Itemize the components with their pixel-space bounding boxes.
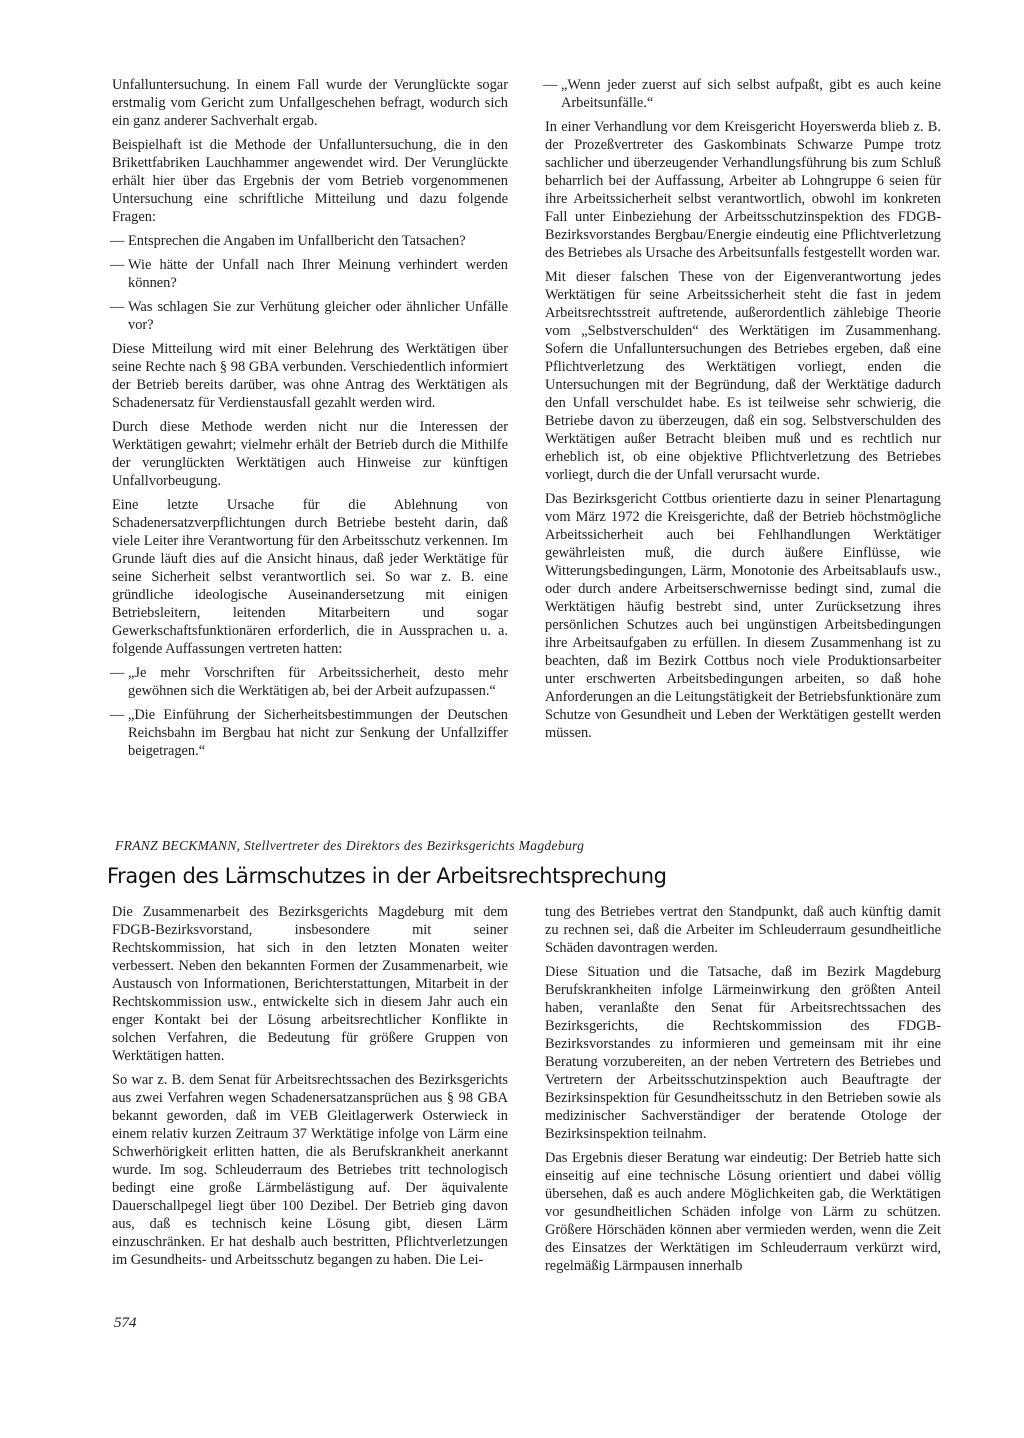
paragraph: Das Bezirksgericht Cottbus orientierte dazu in seiner Plenartagung vom März 1972 die Kreisgerichte, daß der Betrieb höchstmögliche Arbeitssicherheit auch bei Fehlhandlungen Werktätiger gewährleisten muß, die durch äußere Einflüsse, wie Witterungsbedingungen, Lärm, Monotonie des Arbeitsablaufs usw., oder durch andere Arbeitserschwernisse bedingt sind, zumal die Werktätigen häufig bestrebt sind, unter Zurücksetzung ihres persönlichen Schutzes auch bei ungünstigen Arbeitsbedingungen ihre Arbeitsaufgaben zu erfüllen. In diesem Zusammenhang ist zu beachten, daß im Bezirk Cottbus noch viele Produktionsarbeiter unter erschwerten Arbeitsbedingungen arbeiten, so daß hohe Anforderungen an die Leitungstätigkeit der Betriebsfunktionäre zum Schutze von Gesundheit und Leben der Werktätigen gestellt werden müssen. xyxy=(545,491,941,741)
author-name: FRANZ BECKMANN, xyxy=(115,838,241,853)
page-number: 574 xyxy=(114,1315,137,1331)
question-list-item: — Was schlagen Sie zur Verhütung gleicher oder ähnlicher Unfälle vor? xyxy=(112,298,508,334)
paragraph: Unfalluntersuchung. In einem Fall wurde der Verunglückte sogar erstmalig vom Gericht zum Unfallgeschehen befragt, wodurch sich ein ganz anderer Sachverhalt ergab. xyxy=(112,77,508,129)
top-article-left-column xyxy=(112,76,508,760)
paragraph: Mit dieser falschen These von der Eigenverantwortung jedes Werktätigen für seine Arbeitssicherheit steht die fast in jedem Arbeitsrechtsstreit auftretende, außerordentlich zählebige Theorie vom „Selbstverschulden“ des Werktätigen im Zusammenhang. Sofern die Unfalluntersuchungen des Betriebes ergeben, daß eine Pflichtverletzung des Werktätigen vorliegt, enden die Untersuchungen mit der Begründung, daß der Werktätige dadurch den Unfall verschuldet habe. Es ist teilweise sehr schwierig, die Betriebe davon zu überzeugen, daß ein sog. Selbstverschulden des Werktätigen außer Betracht bleiben muß und es rechtlich nur erheblich ist, ob eine objektive Pflichtverletzung des Betriebes vorliegt, durch die der Unfall verursacht wurde. xyxy=(545,269,941,483)
question-list-item: — Entsprechen die Angaben im Unfallbericht den Tatsachen? xyxy=(112,232,508,250)
bottom-article-right-column xyxy=(545,903,941,1275)
bottom-article-left-column xyxy=(112,903,508,1269)
paragraph: Durch diese Methode werden nicht nur die Interessen der Werktätigen gewahrt; vielmehr erhält der Betrieb durch die Mithilfe der verunglückten Werktätigen auch Hinweise zur künftigen Unfallvorbeugung. xyxy=(112,419,508,489)
quote-list-item: — „Die Einführung der Sicherheitsbestimmungen der Deutschen Reichsbahn im Bergbau hat nicht zur Senkung der Unfallziffer beigetragen.“ xyxy=(112,706,508,760)
paragraph: Diese Mitteilung wird mit einer Belehrung des Werktätigen über seine Rechte nach § 98 GBA verbunden. Verschiedentlich informiert der Betrieb bereits darüber, was ohne Antrag des Werktätigen als Schadenersatz für Verdienstausfall gezahlt werden wird. xyxy=(112,341,508,411)
paragraph: Das Ergebnis dieser Beratung war eindeutig: Der Betrieb hatte sich einseitig auf eine technische Lösung orientiert und dabei völlig übersehen, daß es auch andere Möglichkeiten gab, die Werktätigen vor gesundheitlichen Schäden infolge von Lärm zu schützen. Größere Hörschäden können aber vermieden werden, wenn die Zeit des Einsatzes der Werktätigen im Schleuderraum verkürzt wird, regelmäßig Lärmpausen innerhalb xyxy=(545,1150,941,1274)
quote-list-item: — „Wenn jeder zuerst auf sich selbst aufpaßt, gibt es auch keine Arbeitsunfälle.“ xyxy=(545,76,941,112)
top-article-right-column xyxy=(545,76,941,742)
author-role: Stellvertreter des Direktors des Bezirksgerichts Magdeburg xyxy=(244,838,585,853)
paragraph: Diese Situation und die Tatsache, daß im Bezirk Magdeburg Berufskrankheiten infolge Lärmeinwirkung den größten Anteil haben, veranlaßte den Senat für Arbeitsrechtssachen des Bezirksgerichts, die Rechtskommission des FDGB-Bezirksvorstandes zu informieren und gemeinsam mit ihr eine Beratung vorzubereiten, an der neben Vertretern des Betriebes und Vertretern der Arbeitsschutzinspektion auch Beauftragte der Bezirksinspektion für Gesundheitsschutz in den Betrieben sowie als medizinischer Sachverständiger der beratende Otologe der Bezirksinspektion teilnahm. xyxy=(545,964,941,1142)
question-list-item: — Wie hätte der Unfall nach Ihrer Meinung verhindert werden können? xyxy=(112,256,508,292)
paragraph: tung des Betriebes vertrat den Standpunkt, daß auch künftig damit zu rechnen sei, daß die Arbeiter im Schleuderraum gesundheitliche Schäden davontragen werden. xyxy=(545,904,941,956)
paragraph: Eine letzte Ursache für die Ablehnung von Schadenersatzverpflichtungen durch Betriebe besteht darin, daß viele Leiter ihre Verantwortung für den Arbeitsschutz verkennen. Im Grunde läuft dies auf die Ansicht hinaus, daß jeder Werktätige für seine Sicherheit selbst verantwortlich sei. So war z. B. eine gründliche ideologische Auseinandersetzung mit einigen Betriebsleitern, leitenden Mitarbeitern und sogar Gewerkschaftsfunktionären erforderlich, die in Aussprachen u. a. folgende Auffassungen vertreten hatten: xyxy=(112,497,508,657)
author-byline xyxy=(115,838,895,854)
article-title: Fragen des Lärmschutzes in der Arbeitsrechtsprechung xyxy=(107,864,667,888)
paragraph: In einer Verhandlung vor dem Kreisgericht Hoyerswerda blieb z. B. der Prozeßvertreter des Gaskombinats Schwarze Pumpe trotz sachlicher und überzeugender Verhandlungsführung bis zum Schluß beharrlich bei der Auffassung, Arbeiter ab Lohngruppe 6 seien für ihre Arbeitssicherheit selbst verantwortlich, obwohl im konkreten Fall unter Einbeziehung der Arbeitsschutzinspektion des FDGB-Bezirksvorstandes Bergbau/Energie eindeutig eine Pflichtverletzung des Betriebes als Ursache des Arbeitsunfalls festgestellt worden war. xyxy=(545,119,941,261)
paragraph: So war z. B. dem Senat für Arbeitsrechtssachen des Bezirksgerichts aus zwei Verfahren wegen Schadenersatzansprüchen aus § 98 GBA bekannt geworden, daß im VEB Gleitlagerwerk Osterwieck in einem relativ kurzen Zeitraum 37 Werktätige infolge von Lärm eine Schwerhörigkeit erlitten hatten, die als Berufskrankheit anerkannt wurde. Im sog. Schleuderraum des Betriebes tritt technologisch bedingt eine große Lärmbelästigung auf. Der äquivalente Dauerschallpegel liegt über 100 Dezibel. Der Betrieb ging davon aus, daß es technisch keine Lösung gibt, diesen Lärm einzuschränken. Er hat deshalb auch bestritten, Pflichtverletzungen im Gesundheits- und Arbeitsschutz begangen zu haben. Die Lei- xyxy=(112,1072,508,1268)
paragraph: Beispielhaft ist die Methode der Unfalluntersuchung, die in den Brikettfabriken Lauchhammer angewendet wird. Der Verunglückte erhält hier über das Ergebnis der vom Betrieb vorgenommenen Untersuchung eine schriftliche Mitteilung und dazu folgende Fragen: xyxy=(112,137,508,225)
paragraph: Die Zusammenarbeit des Bezirksgerichts Magdeburg mit dem FDGB-Bezirksvorstand, insbesondere mit seiner Rechtskommission, hat sich in den letzten Monaten weiter verbessert. Neben den bekannten Formen der Zusammenarbeit, wie Austausch von Informationen, Berichterstattungen, Mitarbeit in der Rechtskommission usw., entwickelte sich in diesem Jahr auch ein enger Kontakt bei der Lösung arbeitsrechtlicher Konflikte in solchen Verfahren, die Bedeutung für größere Gruppen von Werktätigen hatten. xyxy=(112,904,508,1064)
quote-list-item: — „Je mehr Vorschriften für Arbeitssicherheit, desto mehr gewöhnen sich die Werktätigen ab, bei der Arbeit aufzupassen.“ xyxy=(112,664,508,700)
